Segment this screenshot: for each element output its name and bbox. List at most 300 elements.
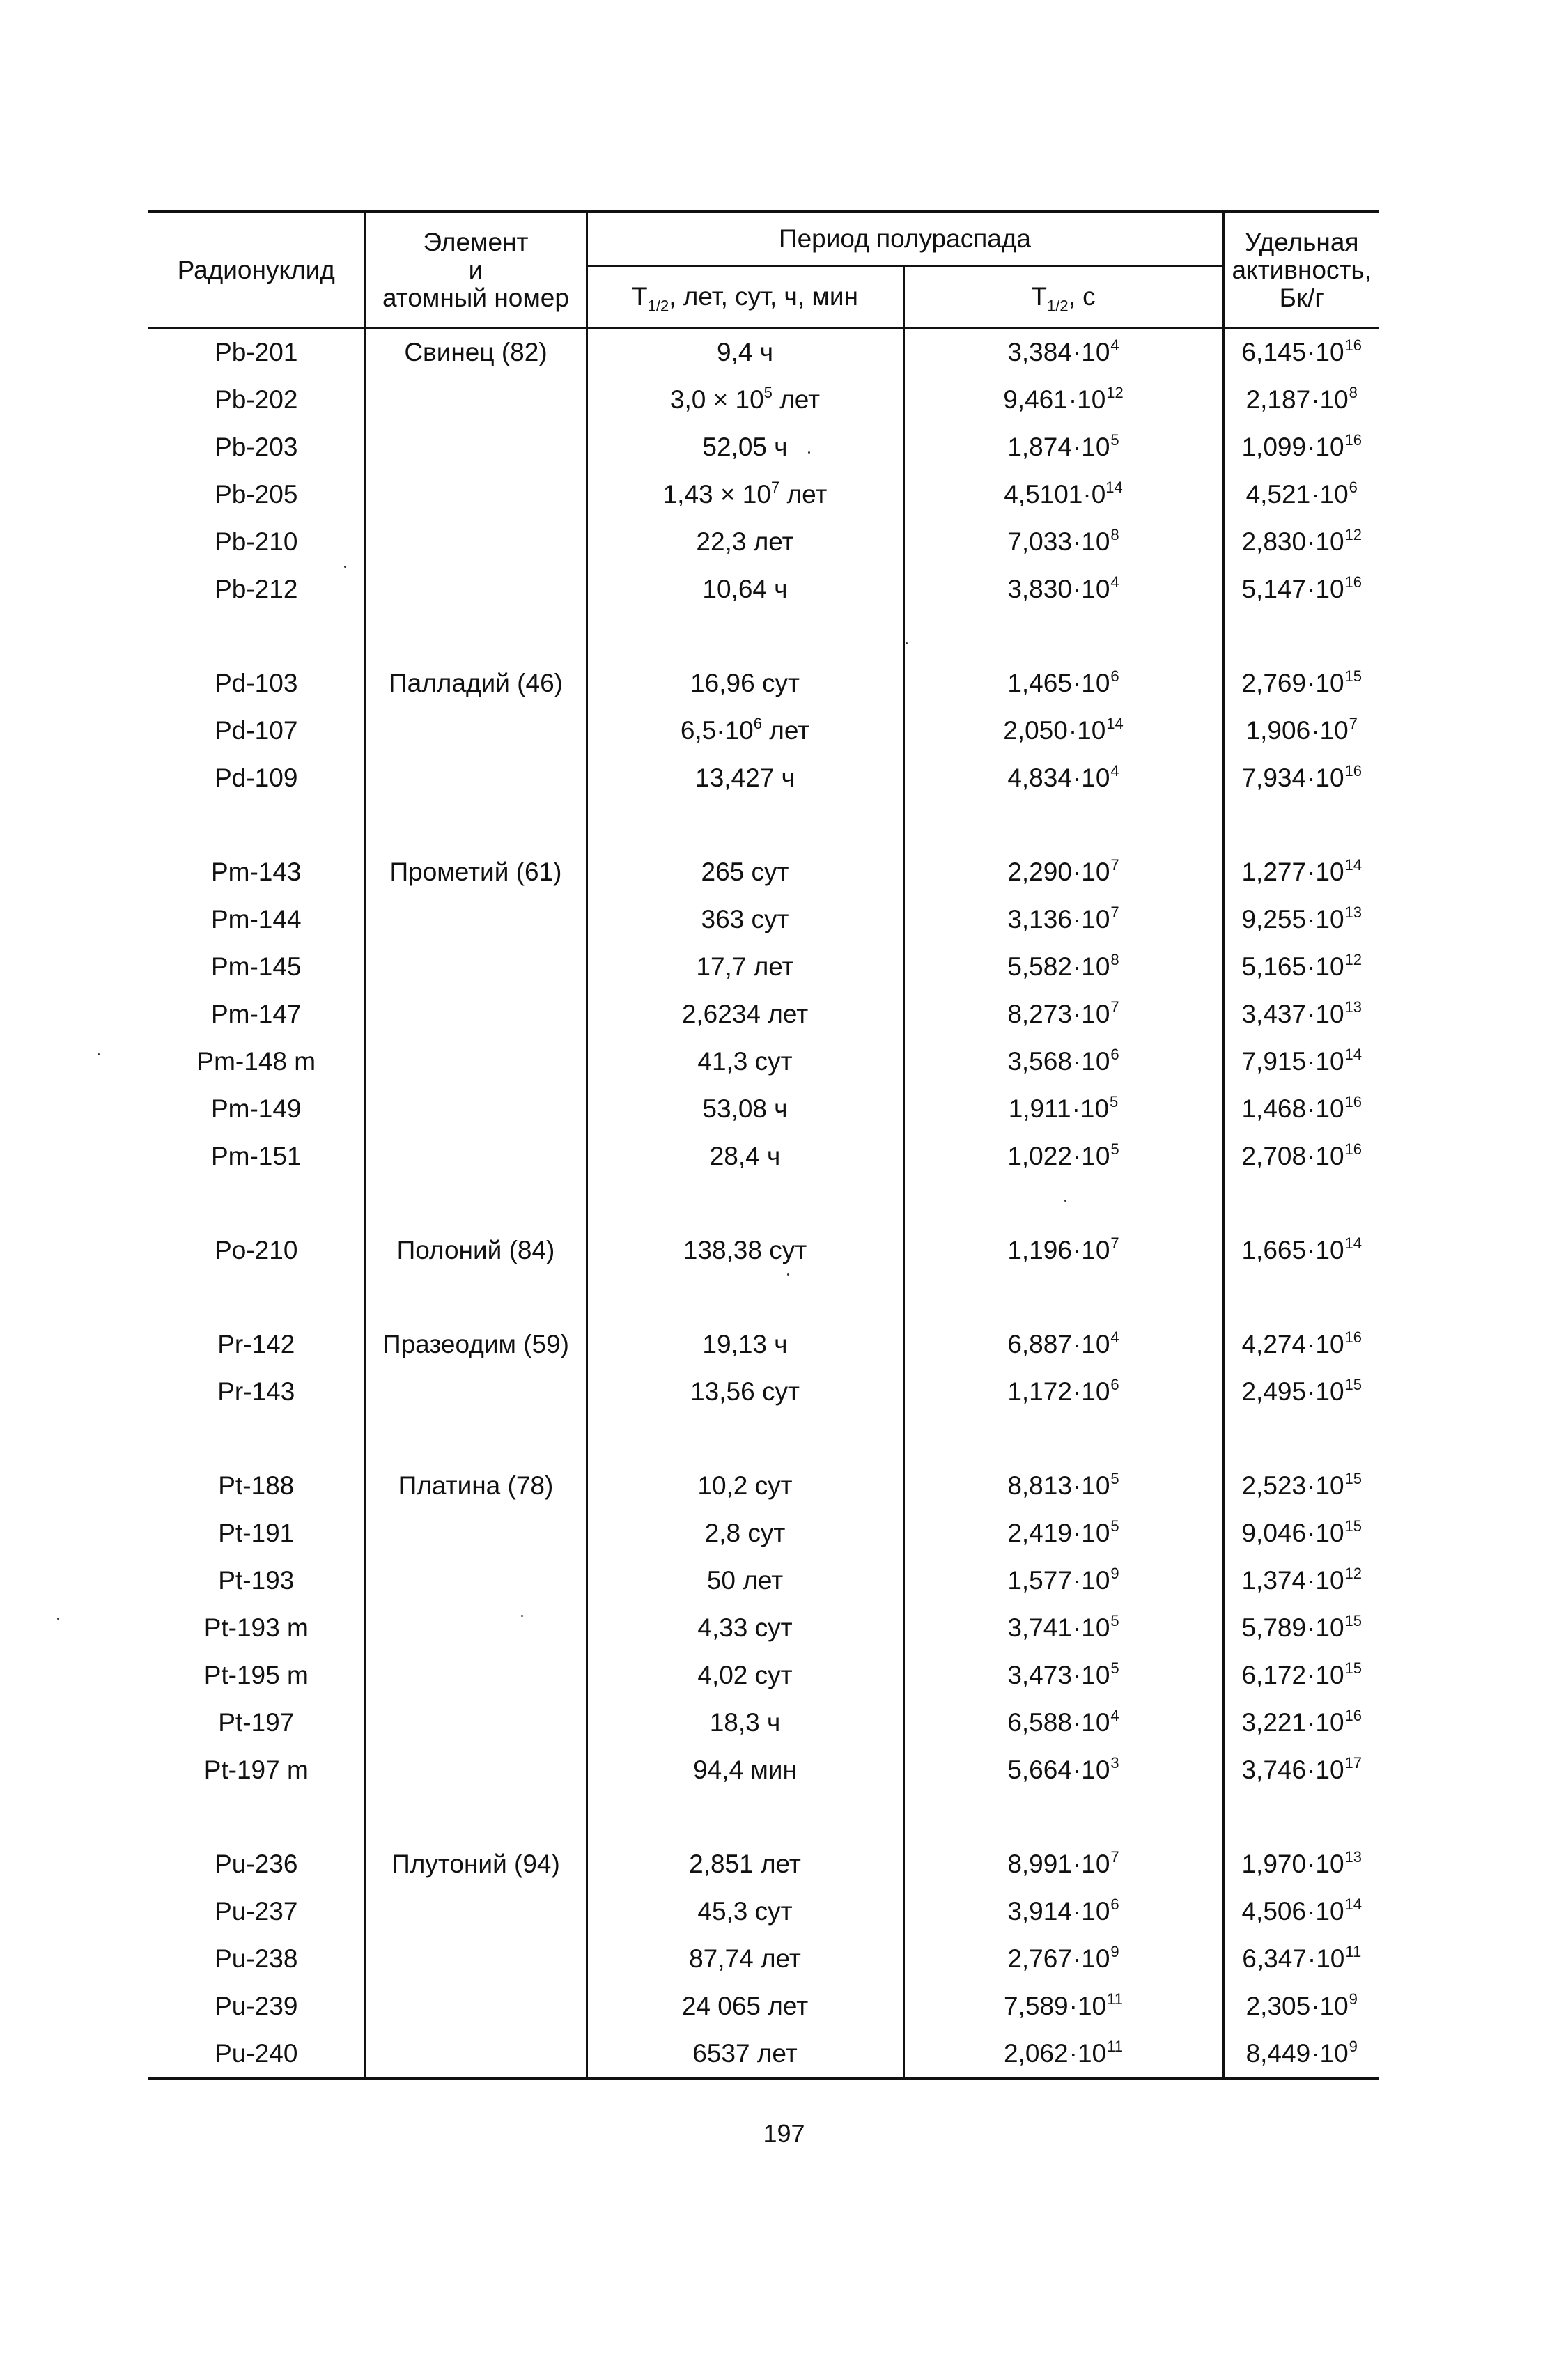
cell-specific-activity [1223, 1368, 1379, 1416]
multiply-dot: ·10 [1307, 575, 1344, 603]
cell-element [365, 707, 587, 754]
cell-half-life-units [587, 1746, 903, 1794]
seconds-exponent: 4 [1110, 761, 1119, 780]
activity-mantissa: 1,970 [1241, 1850, 1307, 1878]
half-life-table [148, 210, 1379, 2080]
header-radionuclide: Радионуклид [148, 212, 365, 328]
half-life-text: 50 лет [706, 1566, 784, 1595]
seconds-exponent: 6 [1110, 667, 1119, 685]
activity-exponent: 14 [1344, 1895, 1363, 1913]
cell-radionuclide: Pu-239 [148, 1983, 365, 2030]
table-row [148, 896, 1379, 943]
seconds-mantissa: 3,384 [1007, 338, 1072, 366]
seconds-exponent: 7 [1110, 998, 1119, 1016]
multiply-dot: ·10 [1307, 1330, 1344, 1358]
seconds-exponent: 6 [1110, 1895, 1119, 1913]
seconds-mantissa: 1,577 [1007, 1566, 1072, 1595]
multiply-dot: ·10 [1307, 1377, 1344, 1406]
seconds-exponent: 6 [1110, 1375, 1119, 1393]
cell-radionuclide: Pm-151 [148, 1133, 365, 1180]
half-life-text: 2,8 сут [704, 1519, 786, 1547]
table-row [148, 424, 1379, 471]
seconds-exponent: 5 [1110, 431, 1119, 449]
cell-radionuclide: Pb-205 [148, 471, 365, 518]
group-spacer-row [148, 802, 1379, 849]
cell-element: Платина (78) [365, 1462, 587, 1510]
activity-exponent: 7 [1349, 714, 1358, 732]
half-life-text: 10,2 сут [697, 1471, 793, 1500]
seconds-exponent: 3 [1110, 1753, 1119, 1772]
multiply-dot: ·10 [1307, 905, 1344, 933]
seconds-mantissa: 2,767 [1007, 1944, 1072, 1973]
multiply-dot: ·10 [1311, 2039, 1349, 2068]
header-half-life-seconds: $T_{1/2}$, c [903, 266, 1223, 328]
group-spacer-row [148, 1274, 1379, 1321]
header-element: Элемент и атомный номер [365, 212, 587, 328]
multiply-dot: ·10 [1307, 858, 1344, 886]
cell-specific-activity [1223, 1841, 1379, 1888]
cell-half-life-units [587, 1085, 903, 1133]
spacer-cell [1223, 1416, 1379, 1462]
multiply-dot: ·10 [1307, 1236, 1344, 1264]
seconds-mantissa: 3,473 [1007, 1661, 1072, 1689]
cell-specific-activity [1223, 1085, 1379, 1133]
cell-half-life-units [587, 896, 903, 943]
seconds-mantissa: 1,465 [1007, 669, 1072, 697]
multiply-dot: ·10 [1307, 1613, 1344, 1642]
activity-mantissa: 8,449 [1245, 2039, 1311, 2068]
cell-specific-activity [1223, 471, 1379, 518]
activity-mantissa: 6,347 [1242, 1944, 1307, 1973]
cell-radionuclide: Pm-147 [148, 991, 365, 1038]
activity-exponent: 16 [1344, 761, 1363, 780]
scan-speck [57, 1618, 59, 1620]
activity-exponent: 17 [1344, 1753, 1363, 1772]
half-life-text: 16,96 сут [690, 669, 800, 697]
cell-element [365, 1085, 587, 1133]
group-spacer-row [148, 1180, 1379, 1227]
scan-speck [344, 566, 346, 568]
cell-specific-activity [1223, 1699, 1379, 1746]
half-life-exponent: 6 [753, 714, 762, 732]
cell-radionuclide: Pm-143 [148, 849, 365, 896]
cell-half-life-units [587, 1227, 903, 1274]
cell-radionuclide: Pb-203 [148, 424, 365, 471]
cell-specific-activity [1223, 566, 1379, 613]
spacer-cell [365, 1274, 587, 1321]
cell-element [365, 376, 587, 424]
cell-specific-activity [1223, 1746, 1379, 1794]
spacer-cell [1223, 1180, 1379, 1227]
seconds-exponent: 5 [1110, 1517, 1119, 1535]
half-life-text: 4,33 сут [697, 1613, 793, 1642]
cell-specific-activity [1223, 1652, 1379, 1699]
half-life-text: 13,56 сут [690, 1377, 800, 1406]
cell-half-life-seconds [903, 1038, 1223, 1085]
cell-element [365, 1888, 587, 1935]
seconds-exponent: 5 [1110, 1092, 1119, 1110]
cell-half-life-seconds [903, 1935, 1223, 1983]
cell-half-life-seconds [903, 424, 1223, 471]
cell-half-life-seconds [903, 1321, 1223, 1368]
half-life-text: 265 сут [701, 858, 789, 886]
cell-half-life-units [587, 991, 903, 1038]
table-row [148, 943, 1379, 991]
table-row [148, 1462, 1379, 1510]
activity-mantissa: 7,915 [1241, 1047, 1307, 1076]
cell-half-life-seconds [903, 1133, 1223, 1180]
activity-exponent: 15 [1344, 1659, 1363, 1677]
multiply-dot: ·10 [1068, 716, 1106, 745]
seconds-exponent: 7 [1110, 1847, 1119, 1866]
seconds-exponent: 11 [1107, 2037, 1123, 2055]
cell-specific-activity [1223, 1935, 1379, 1983]
activity-mantissa: 9,046 [1241, 1519, 1307, 1547]
activity-mantissa: 4,521 [1245, 480, 1311, 509]
seconds-mantissa: 3,741 [1007, 1613, 1072, 1642]
table-row [148, 1746, 1379, 1794]
activity-exponent: 16 [1344, 336, 1363, 354]
cell-element [365, 1983, 587, 2030]
seconds-exponent: 11 [1107, 1990, 1123, 2008]
multiply-dot: ·10 [1072, 1000, 1110, 1028]
activity-exponent: 15 [1344, 667, 1363, 685]
spacer-cell [903, 1416, 1223, 1462]
half-life-text: 138,38 сут [683, 1236, 807, 1264]
multiply-dot: ·10 [1307, 669, 1344, 697]
cell-radionuclide: Pt-197 m [148, 1746, 365, 1794]
spacer-cell [903, 1274, 1223, 1321]
activity-exponent: 16 [1344, 1328, 1363, 1346]
table-row [148, 1604, 1379, 1652]
cell-half-life-seconds [903, 2030, 1223, 2079]
spacer-cell [903, 613, 1223, 660]
cell-specific-activity [1223, 328, 1379, 377]
activity-mantissa: 6,172 [1241, 1661, 1307, 1689]
activity-mantissa: 1,665 [1241, 1236, 1307, 1264]
page-number: 197 [763, 2119, 805, 2148]
seconds-mantissa: 2,419 [1007, 1519, 1072, 1547]
multiply-dot: ·10 [1072, 1944, 1110, 1973]
cell-element [365, 896, 587, 943]
half-life-text: 41,3 сут [697, 1047, 793, 1076]
table-row [148, 1841, 1379, 1888]
activity-exponent: 16 [1344, 1092, 1363, 1110]
multiply-dot: ·10 [1072, 952, 1110, 981]
cell-radionuclide: Pr-143 [148, 1368, 365, 1416]
activity-mantissa: 1,099 [1241, 433, 1307, 461]
activity-mantissa: 2,187 [1245, 385, 1311, 414]
activity-mantissa: 9,255 [1241, 905, 1307, 933]
multiply-dot: ·10 [1072, 1661, 1110, 1689]
seconds-mantissa: 3,136 [1007, 905, 1072, 933]
header-half-life-units: $T_{1/2}$, лет, сут, ч, мин [587, 266, 903, 328]
activity-mantissa: 2,708 [1241, 1142, 1307, 1170]
activity-mantissa: 5,147 [1241, 575, 1307, 603]
group-spacer-row [148, 1416, 1379, 1462]
cell-half-life-units [587, 1462, 903, 1510]
table-row [148, 1557, 1379, 1604]
cell-radionuclide: Pt-188 [148, 1462, 365, 1510]
activity-mantissa: 3,221 [1241, 1708, 1307, 1737]
cell-half-life-units [587, 1038, 903, 1085]
multiply-dot: ·10 [1311, 480, 1349, 509]
half-life-text: 13,427 ч [695, 764, 795, 792]
table-row [148, 566, 1379, 613]
half-life-text: 45,3 сут [697, 1897, 793, 1926]
multiply-dot: ·10 [1307, 1519, 1344, 1547]
cell-element: Палладий (46) [365, 660, 587, 707]
cell-element [365, 1746, 587, 1794]
half-life-text: 9,4 ч [717, 338, 773, 366]
multiply-dot: ·10 [1307, 1047, 1344, 1076]
spacer-cell [148, 1180, 365, 1227]
seconds-exponent: 5 [1110, 1659, 1119, 1677]
cell-half-life-seconds [903, 1510, 1223, 1557]
multiply-dot: ·10 [1072, 905, 1110, 933]
cell-half-life-units [587, 2030, 903, 2079]
half-life-text: 2,6234 лет [681, 1000, 809, 1028]
cell-half-life-units [587, 471, 903, 518]
cell-half-life-units [587, 376, 903, 424]
half-life-mantissa: 1,43 × 10 [662, 480, 771, 509]
multiply-dot: ·10 [1072, 527, 1110, 556]
multiply-dot: ·10 [1072, 1519, 1110, 1547]
activity-mantissa: 1,468 [1241, 1094, 1307, 1123]
multiply-dot: ·10 [1072, 1613, 1110, 1642]
activity-mantissa: 1,906 [1245, 716, 1311, 745]
cell-radionuclide: Pm-144 [148, 896, 365, 943]
seconds-mantissa: 2,062 [1004, 2039, 1069, 2068]
multiply-dot: ·10 [1307, 952, 1344, 981]
seconds-mantissa: 2,050 [1003, 716, 1068, 745]
spacer-cell [365, 613, 587, 660]
seconds-mantissa: 1,196 [1007, 1236, 1072, 1264]
cell-half-life-seconds [903, 518, 1223, 566]
half-life-unit: лет [762, 716, 810, 745]
seconds-exponent: 4 [1110, 1328, 1119, 1346]
cell-specific-activity [1223, 754, 1379, 802]
activity-mantissa: 3,746 [1241, 1756, 1307, 1784]
activity-mantissa: 2,523 [1241, 1471, 1307, 1500]
multiply-dot: ·10 [1072, 433, 1110, 461]
seconds-mantissa: 3,568 [1007, 1047, 1072, 1076]
cell-specific-activity [1223, 991, 1379, 1038]
multiply-dot: ·10 [1307, 1661, 1344, 1689]
spacer-cell [903, 1794, 1223, 1841]
half-life-text: 94,4 мин [693, 1756, 797, 1784]
multiply-dot: ·10 [1072, 1330, 1110, 1358]
cell-half-life-units [587, 943, 903, 991]
cell-element [365, 1652, 587, 1699]
cell-specific-activity [1223, 376, 1379, 424]
cell-radionuclide: Pd-109 [148, 754, 365, 802]
multiply-dot: ·10 [1072, 1047, 1110, 1076]
cell-specific-activity [1223, 424, 1379, 471]
cell-specific-activity [1223, 1557, 1379, 1604]
cell-radionuclide: Po-210 [148, 1227, 365, 1274]
half-life-text: 28,4 ч [709, 1142, 781, 1170]
spacer-cell [587, 802, 903, 849]
cell-half-life-units [587, 1604, 903, 1652]
cell-half-life-seconds [903, 1227, 1223, 1274]
cell-radionuclide: Pm-149 [148, 1085, 365, 1133]
activity-mantissa: 5,789 [1241, 1613, 1307, 1642]
cell-half-life-units [587, 1133, 903, 1180]
activity-mantissa: 6,145 [1241, 338, 1307, 366]
seconds-mantissa: 3,830 [1007, 575, 1072, 603]
cell-half-life-units [587, 707, 903, 754]
activity-exponent: 9 [1349, 1990, 1358, 2008]
half-life-text: 19,13 ч [702, 1330, 788, 1358]
seconds-mantissa: 3,914 [1007, 1897, 1072, 1926]
half-life-text: 2,851 лет [689, 1850, 801, 1878]
seconds-exponent: 7 [1110, 1234, 1119, 1252]
half-life-exponent: 7 [770, 478, 780, 496]
cell-radionuclide: Pt-193 [148, 1557, 365, 1604]
spacer-cell [365, 1180, 587, 1227]
cell-specific-activity [1223, 660, 1379, 707]
cell-half-life-units [587, 1321, 903, 1368]
seconds-exponent: 7 [1110, 903, 1119, 921]
cell-half-life-units [587, 1652, 903, 1699]
multiply-dot: ·10 [1072, 764, 1110, 792]
cell-half-life-seconds [903, 707, 1223, 754]
spacer-cell [365, 802, 587, 849]
activity-exponent: 16 [1344, 573, 1363, 591]
spacer-cell [903, 1180, 1223, 1227]
cell-half-life-units [587, 754, 903, 802]
scan-speck [906, 642, 908, 644]
cell-element [365, 2030, 587, 2079]
cell-radionuclide: Pb-212 [148, 566, 365, 613]
cell-half-life-seconds [903, 1841, 1223, 1888]
table-row [148, 1038, 1379, 1085]
half-life-mantissa: 3,0 × 10 [669, 385, 764, 414]
cell-radionuclide: Pu-236 [148, 1841, 365, 1888]
half-life-text: 22,3 лет [696, 527, 794, 556]
cell-half-life-seconds [903, 1652, 1223, 1699]
group-spacer-row [148, 613, 1379, 660]
half-life-text: 363 сут [701, 905, 789, 933]
seconds-mantissa: 5,582 [1007, 952, 1072, 981]
cell-specific-activity [1223, 1227, 1379, 1274]
cell-element: Свинец (82) [365, 328, 587, 377]
multiply-dot: ·10 [1072, 1377, 1110, 1406]
cell-half-life-units [587, 1983, 903, 2030]
cell-radionuclide: Pu-237 [148, 1888, 365, 1935]
spacer-cell [1223, 1794, 1379, 1841]
multiply-dot: ·10 [1072, 1566, 1110, 1595]
multiply-dot: ·10 [1307, 1756, 1344, 1784]
seconds-mantissa: 8,813 [1007, 1471, 1072, 1500]
seconds-exponent: 5 [1110, 1611, 1119, 1629]
activity-exponent: 13 [1344, 903, 1363, 921]
cell-half-life-seconds [903, 328, 1223, 377]
half-life-text: 17,7 лет [696, 952, 794, 981]
activity-mantissa: 3,437 [1241, 1000, 1307, 1028]
cell-specific-activity [1223, 849, 1379, 896]
table-row [148, 1368, 1379, 1416]
header-specific-activity: Удельная активность, Бк/г [1223, 212, 1379, 328]
cell-half-life-seconds [903, 1699, 1223, 1746]
table-row [148, 1321, 1379, 1368]
activity-mantissa: 1,374 [1241, 1566, 1307, 1595]
seconds-mantissa: 6,887 [1007, 1330, 1072, 1358]
activity-exponent: 8 [1349, 383, 1358, 401]
seconds-exponent: 6 [1110, 1045, 1119, 1063]
half-life-table-container [148, 210, 1379, 2080]
cell-half-life-seconds [903, 943, 1223, 991]
seconds-mantissa: 9,461 [1003, 385, 1068, 414]
table-row [148, 1888, 1379, 1935]
multiply-dot: ·10 [1072, 1708, 1110, 1737]
cell-half-life-units [587, 1510, 903, 1557]
cell-specific-activity [1223, 1133, 1379, 1180]
table-row [148, 1983, 1379, 2030]
cell-radionuclide: Pt-195 m [148, 1652, 365, 1699]
cell-radionuclide: Pm-148 m [148, 1038, 365, 1085]
seconds-mantissa: 7,033 [1007, 527, 1072, 556]
spacer-cell [365, 1794, 587, 1841]
cell-element [365, 1038, 587, 1085]
seconds-mantissa: 4,834 [1007, 764, 1072, 792]
cell-element [365, 1604, 587, 1652]
spacer-cell [148, 1794, 365, 1841]
scan-speck [787, 1273, 789, 1276]
multiply-dot: ·10 [1072, 1897, 1110, 1926]
cell-specific-activity [1223, 1038, 1379, 1085]
cell-half-life-seconds [903, 1085, 1223, 1133]
cell-half-life-units [587, 1888, 903, 1935]
cell-half-life-seconds [903, 1462, 1223, 1510]
activity-exponent: 14 [1344, 855, 1363, 874]
cell-half-life-seconds [903, 1604, 1223, 1652]
table-row [148, 376, 1379, 424]
cell-radionuclide: Pt-193 m [148, 1604, 365, 1652]
multiply-dot: ·10 [1072, 1756, 1110, 1784]
half-life-unit: лет [772, 385, 821, 414]
seconds-mantissa: 1,911 [1008, 1094, 1071, 1123]
cell-half-life-units [587, 1557, 903, 1604]
table-row [148, 754, 1379, 802]
activity-exponent: 12 [1344, 1564, 1363, 1582]
cell-half-life-seconds [903, 991, 1223, 1038]
seconds-exponent: 5 [1110, 1469, 1119, 1487]
activity-exponent: 12 [1344, 950, 1363, 968]
cell-specific-activity [1223, 707, 1379, 754]
cell-specific-activity [1223, 1983, 1379, 2030]
cell-half-life-seconds [903, 471, 1223, 518]
spacer-cell [1223, 613, 1379, 660]
header-half-life-group: Период полураспада [587, 212, 1223, 266]
seconds-exponent: 14 [1106, 714, 1124, 732]
table-row [148, 2030, 1379, 2079]
cell-half-life-seconds [903, 660, 1223, 707]
multiply-dot: ·10 [1072, 575, 1110, 603]
cell-half-life-units [587, 1368, 903, 1416]
half-life-exponent: 5 [763, 383, 773, 401]
cell-half-life-seconds [903, 566, 1223, 613]
cell-specific-activity [1223, 518, 1379, 566]
activity-mantissa: 1,277 [1241, 858, 1307, 886]
activity-exponent: 16 [1344, 431, 1363, 449]
seconds-mantissa: 8,991 [1007, 1850, 1072, 1878]
cell-radionuclide: Pu-238 [148, 1935, 365, 1983]
cell-half-life-units [587, 660, 903, 707]
group-spacer-row [148, 1794, 1379, 1841]
multiply-dot: ·10 [1311, 1992, 1349, 2020]
